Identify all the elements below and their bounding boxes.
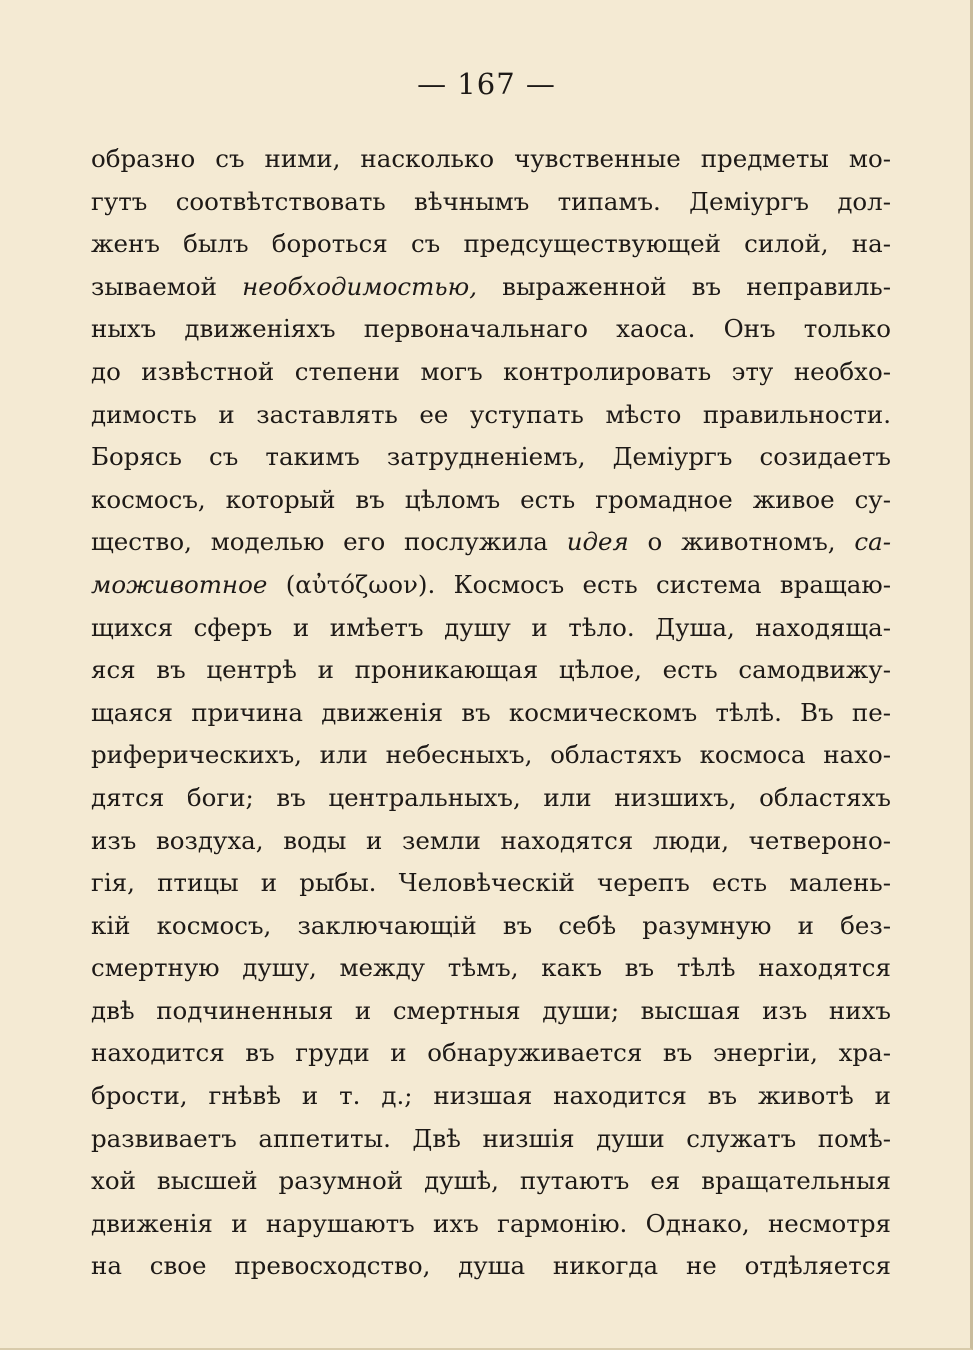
text-segment: димость и заставлять ее уступать мѣсто правильности. [91, 399, 891, 429]
text-segment: образно съ ними, насколько чувственные предметы мо- [91, 144, 891, 173]
text-segment: зываемой [91, 271, 243, 301]
text-line [91, 351, 891, 394]
text-line [91, 820, 891, 863]
italic-text-segment: са- [854, 527, 891, 557]
text-line [91, 479, 891, 522]
text-line [91, 607, 891, 650]
text-segment: дятся боги; въ центральныхъ, или низшихъ, областяхъ [91, 782, 891, 812]
italic-text-segment: моживотное [91, 569, 268, 599]
text-segment: движенія и нарушаютъ ихъ гармонію. Однако, несмотря [91, 1208, 891, 1238]
text-segment: щихся сферъ и имѣетъ душу и тѣло. Душа, находяща- [91, 612, 891, 642]
text-segment: щество, моделью его послужила [91, 527, 567, 557]
text-line [91, 138, 891, 181]
text-line [91, 564, 891, 607]
text-segment: смертную душу, между тѣмъ, какъ въ тѣлѣ находятся [91, 953, 891, 983]
text-line [91, 990, 891, 1033]
italic-text-segment: идея [566, 527, 629, 557]
text-line [91, 1245, 891, 1288]
text-line [91, 905, 891, 948]
text-line [91, 436, 891, 479]
text-line [91, 1203, 891, 1246]
text-line [91, 308, 891, 351]
text-line [91, 692, 891, 735]
text-segment: брости, гнѣвѣ и т. д.; низшая находится въ животѣ и [91, 1081, 891, 1111]
text-line [91, 649, 891, 692]
text-segment: риферическихъ, или небесныхъ, областяхъ космоса нахо- [91, 740, 891, 770]
text-segment: о животномъ, [628, 527, 855, 557]
text-line [91, 947, 891, 990]
text-segment: Борясь съ такимъ затрудненіемъ, Деміургъ созидаетъ [91, 442, 891, 472]
text-segment: яся въ центрѣ и проникающая цѣлое, есть самодвижу- [91, 655, 891, 685]
text-line [91, 1118, 891, 1161]
text-line [91, 1160, 891, 1203]
text-segment: женъ былъ бороться съ предсуществующей силой, на- [91, 229, 891, 259]
body-text [91, 138, 891, 1288]
text-line [91, 181, 891, 224]
text-segment: на свое превосходство, душа никогда не отдѣляется [91, 1251, 891, 1281]
text-line [91, 1075, 891, 1118]
text-line [91, 394, 891, 437]
text-line [91, 777, 891, 820]
text-segment: находится въ груди и обнаруживается въ энергіи, хра- [91, 1038, 891, 1068]
text-segment: до извѣстной степени могъ контролировать эту необхо- [91, 356, 891, 386]
text-segment: (αὐτόζωον). Космосъ есть система вращаю- [267, 569, 891, 599]
text-line [91, 1032, 891, 1075]
text-segment: ныхъ движеніяхъ первоначальнаго хаоса. Онъ только [91, 314, 891, 344]
italic-text-segment: необходимостью, [242, 271, 478, 301]
text-segment: гутъ соотвѣтствовать вѣчнымъ типамъ. Деміургъ дол- [91, 186, 891, 216]
text-segment: выраженной въ неправиль- [477, 271, 891, 301]
text-line [91, 521, 891, 564]
text-segment: космосъ, который въ цѣломъ есть громадное живое су- [91, 484, 891, 514]
text-segment: хой высшей разумной душѣ, путаютъ ея вращательныя [91, 1166, 891, 1196]
text-segment: кій космосъ, заключающій въ себѣ разумную и без- [91, 910, 891, 940]
text-segment: изъ воздуха, воды и земли находятся люди, четвероно- [91, 825, 891, 855]
page-number: — 167 — [417, 67, 556, 101]
text-segment: двѣ подчиненныя и смертныя души; высшая изъ нихъ [91, 995, 891, 1025]
text-line [91, 266, 891, 309]
text-line [91, 734, 891, 777]
text-line [91, 223, 891, 266]
text-line [91, 862, 891, 905]
text-segment: щаяся причина движенія въ космическомъ тѣлѣ. Въ пе- [91, 697, 891, 727]
text-segment: развиваетъ аппетиты. Двѣ низшія души служатъ помѣ- [91, 1123, 891, 1153]
text-segment: гія, птицы и рыбы. Человѣческій черепъ есть малень- [91, 868, 891, 898]
